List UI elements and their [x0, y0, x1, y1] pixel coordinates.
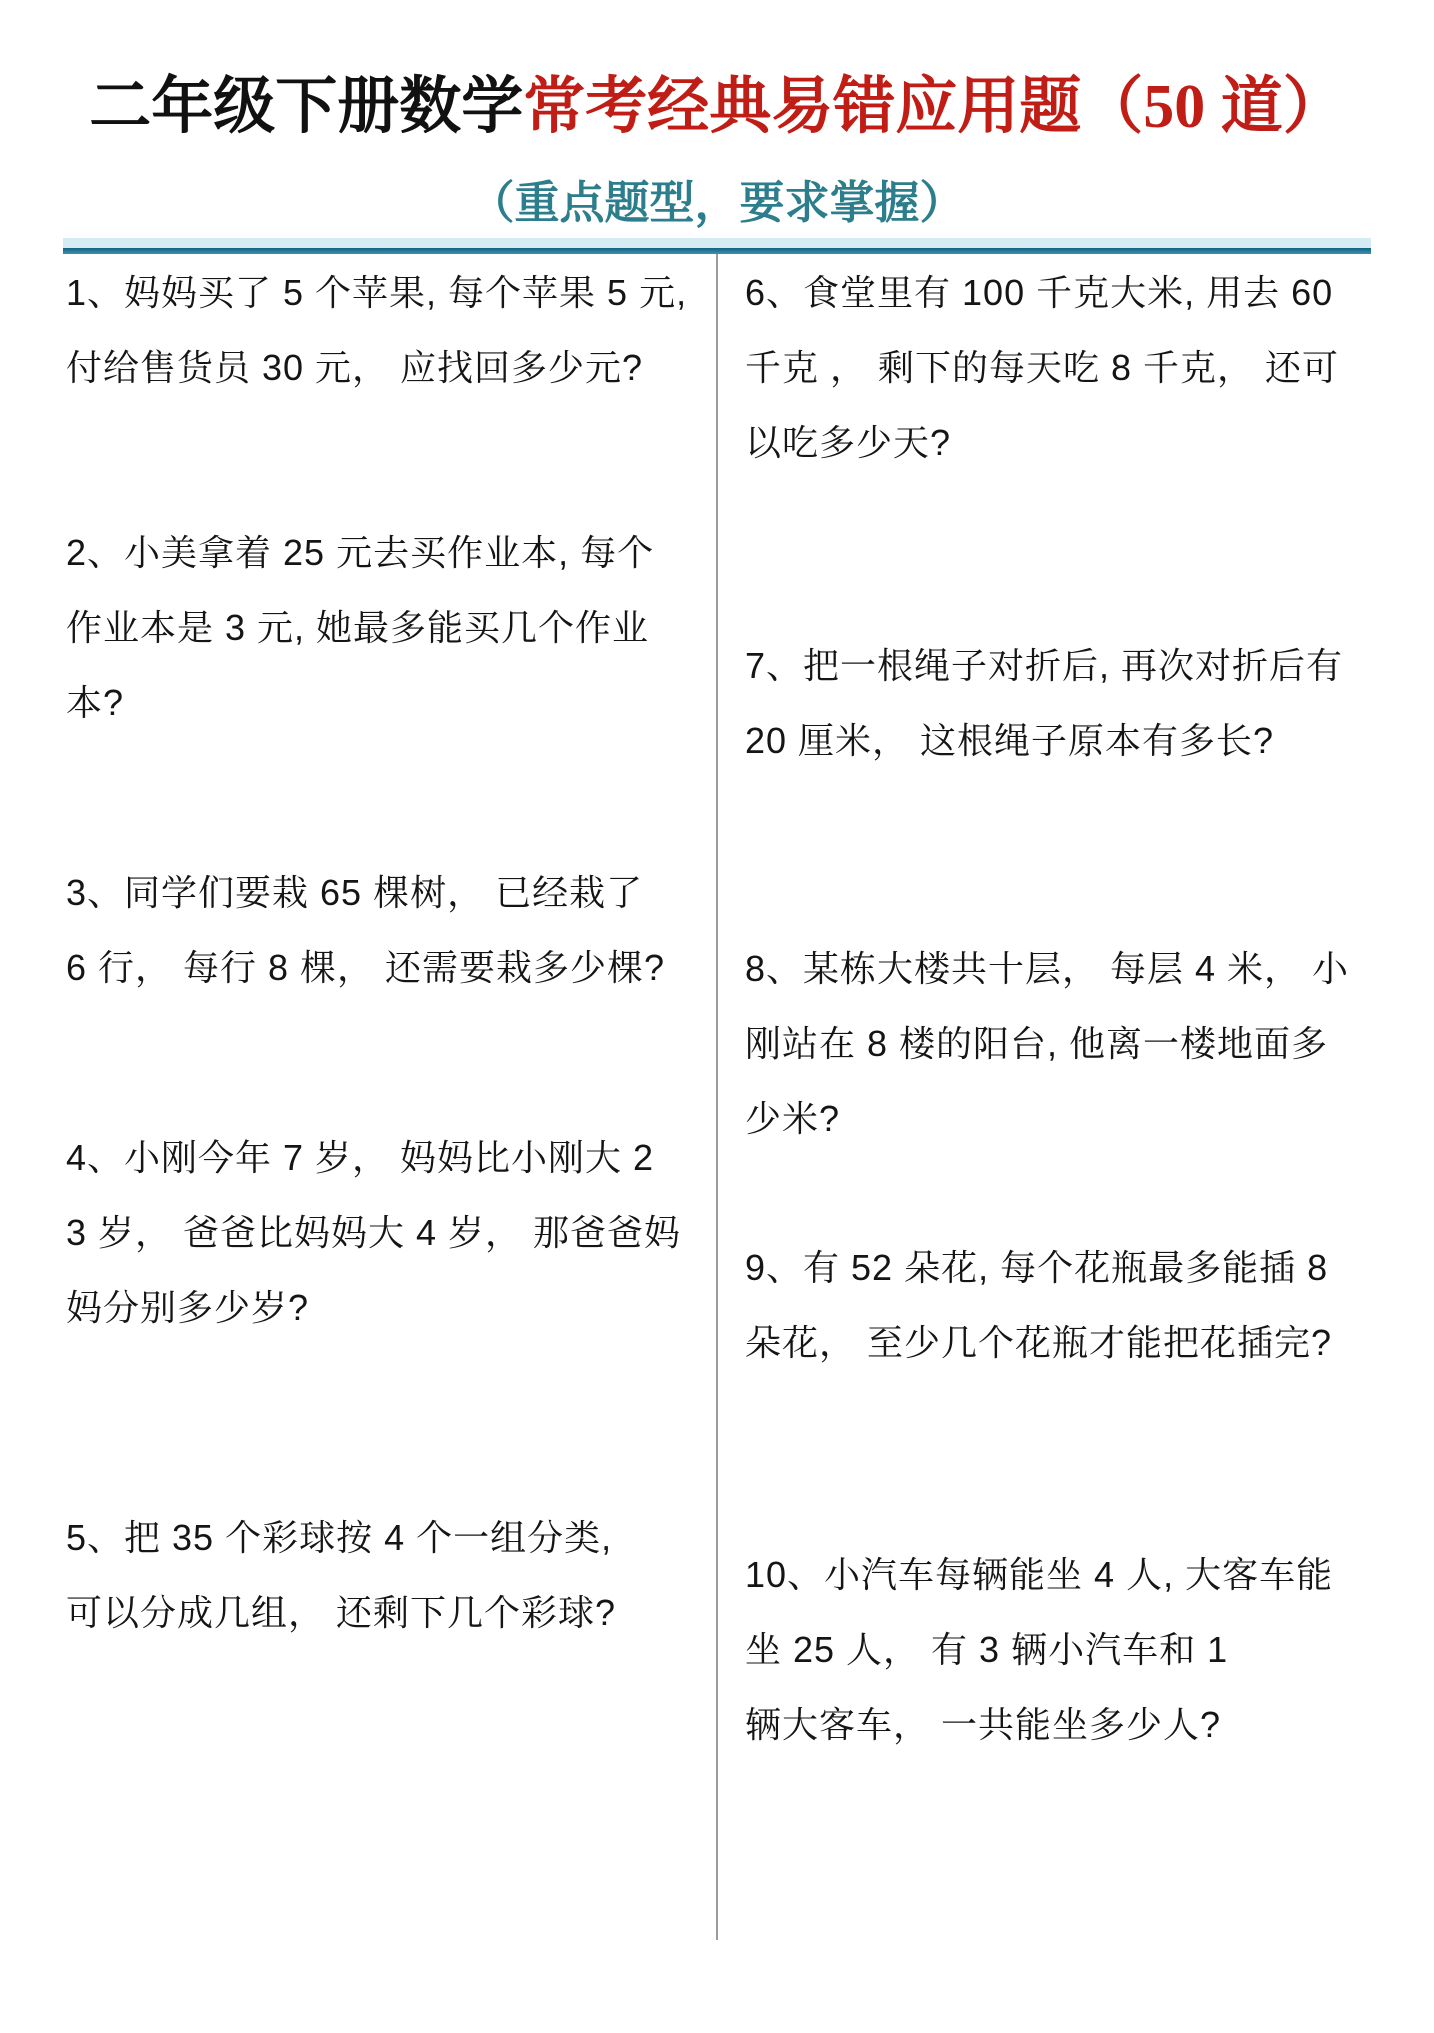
- question-3: [66, 855, 714, 1005]
- question-10-line-1: 10、小汽车每辆能坐 4 人, 大客车能: [745, 1554, 1334, 1595]
- question-8-line-1: 8、某栋大楼共十层， 每层 4 米， 小: [745, 948, 1350, 989]
- question-4: [66, 1120, 714, 1345]
- page-title-red-part: 常考经典易错应用题（50 道）: [523, 73, 1345, 141]
- question-2-line-2: 作业本是 3 元, 她最多能买几个作业: [66, 607, 650, 648]
- question-2-line-3: 本?: [66, 682, 125, 723]
- question-10: [745, 1537, 1400, 1762]
- question-4-line-3: 妈分别多少岁?: [66, 1287, 310, 1328]
- page-subtitle: （重点题型，要求掌握）: [469, 178, 965, 228]
- question-1-line-2: 付给售货员 30 元， 应找回多少元?: [66, 347, 644, 388]
- question-6-line-2: 千克 ， 剩下的每天吃 8 千克， 还可: [745, 347, 1340, 388]
- page-title-black-part: 二年级下册数学: [89, 73, 524, 141]
- question-4-line-1: 4、小刚今年 7 岁， 妈妈比小刚大 2: [66, 1137, 655, 1178]
- title-rule-glow: [63, 238, 1371, 248]
- question-8: [745, 931, 1400, 1156]
- question-9: [745, 1230, 1400, 1380]
- question-2-line-1: 2、小美拿着 25 元去买作业本, 每个: [66, 532, 655, 573]
- question-7: [745, 628, 1400, 778]
- question-10-line-2: 坐 25 人， 有 3 辆小汽车和 1: [745, 1629, 1229, 1670]
- question-1-line-1: 1、妈妈买了 5 个苹果, 每个苹果 5 元,: [66, 272, 688, 313]
- column-divider: [716, 254, 718, 1940]
- question-8-line-3: 少米?: [745, 1098, 841, 1139]
- question-1: [66, 255, 714, 405]
- question-3-line-1: 3、同学们要栽 65 棵树， 已经栽了: [66, 872, 644, 913]
- question-7-line-1: 7、把一根绳子对折后, 再次对折后有: [745, 645, 1344, 686]
- question-5-line-1: 5、把 35 个彩球按 4 个一组分类,: [66, 1517, 613, 1558]
- question-4-line-2: 3 岁， 爸爸比妈妈大 4 岁， 那爸爸妈: [66, 1212, 682, 1253]
- question-6-line-1: 6、食堂里有 100 千克大米, 用去 60: [745, 272, 1334, 313]
- question-5: [66, 1500, 714, 1650]
- question-9-line-2: 朵花， 至少几个花瓶才能把花插完?: [745, 1322, 1333, 1363]
- question-5-line-2: 可以分成几组， 还剩下几个彩球?: [66, 1592, 617, 1633]
- question-2: [66, 515, 714, 740]
- page-title: [0, 72, 1434, 143]
- question-6: [745, 255, 1400, 480]
- question-8-line-2: 刚站在 8 楼的阳台, 他离一楼地面多: [745, 1023, 1329, 1064]
- question-9-line-1: 9、有 52 朵花, 每个花瓶最多能插 8: [745, 1247, 1329, 1288]
- question-10-line-3: 辆大客车， 一共能坐多少人?: [745, 1704, 1222, 1745]
- question-3-line-2: 6 行， 每行 8 棵， 还需要栽多少棵?: [66, 947, 666, 988]
- question-6-line-3: 以吃多少天?: [745, 422, 952, 463]
- question-7-line-2: 20 厘米， 这根绳子原本有多长?: [745, 720, 1275, 761]
